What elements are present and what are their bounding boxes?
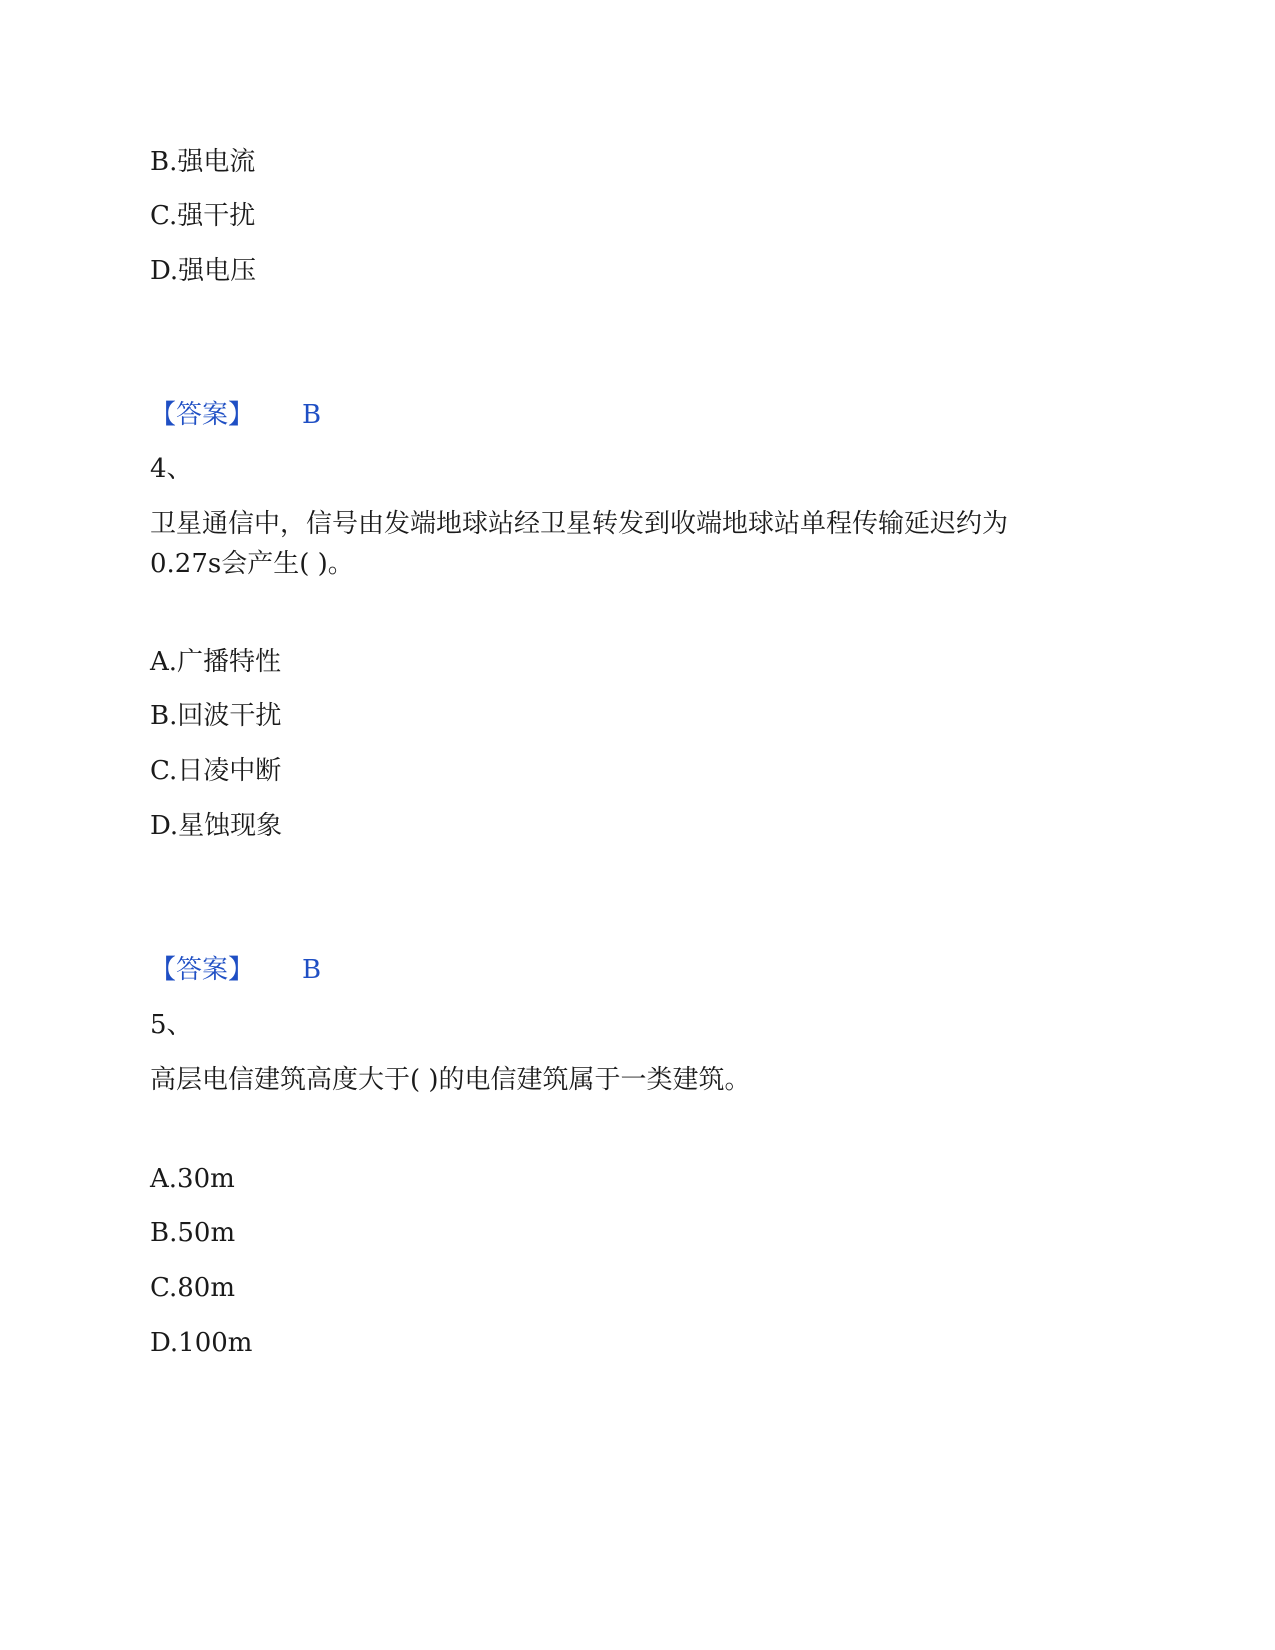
q3-option-c: C.强干扰 [150, 201, 256, 231]
q5-number: 5、 [150, 1010, 193, 1040]
q3-option-b: B.强电流 [150, 147, 256, 177]
q3-option-d: D.强电压 [150, 256, 257, 286]
q3-answer-value: B [302, 400, 322, 430]
q5-option-a: A.30m [150, 1164, 235, 1194]
q4-option-d: D.星蚀现象 [150, 811, 283, 841]
q4-answer-label: 【答案】 [150, 955, 255, 985]
q4-option-c: C.日凌中断 [150, 756, 282, 786]
q3-answer [150, 399, 321, 431]
q5-option-d: D.100m [150, 1328, 253, 1358]
q5-option-b: B.50m [150, 1218, 236, 1248]
q5-option-c: C.80m [150, 1273, 235, 1303]
q4-stem-line2: 0.27s会产生( )。 [150, 549, 354, 579]
q4-number: 4、 [150, 454, 193, 484]
q4-stem-line1: 卫星通信中，信号由发端地球站经卫星转发到收端地球站单程传输延迟约为 [150, 509, 1009, 539]
q4-option-b: B.回波干扰 [150, 701, 282, 731]
q4-answer [150, 954, 321, 986]
q4-answer-value: B [302, 955, 322, 985]
q4-option-a: A.广播特性 [150, 647, 282, 677]
q3-answer-label: 【答案】 [150, 400, 255, 430]
q5-stem-line1: 高层电信建筑高度大于( )的电信建筑属于一类建筑。 [150, 1065, 751, 1095]
